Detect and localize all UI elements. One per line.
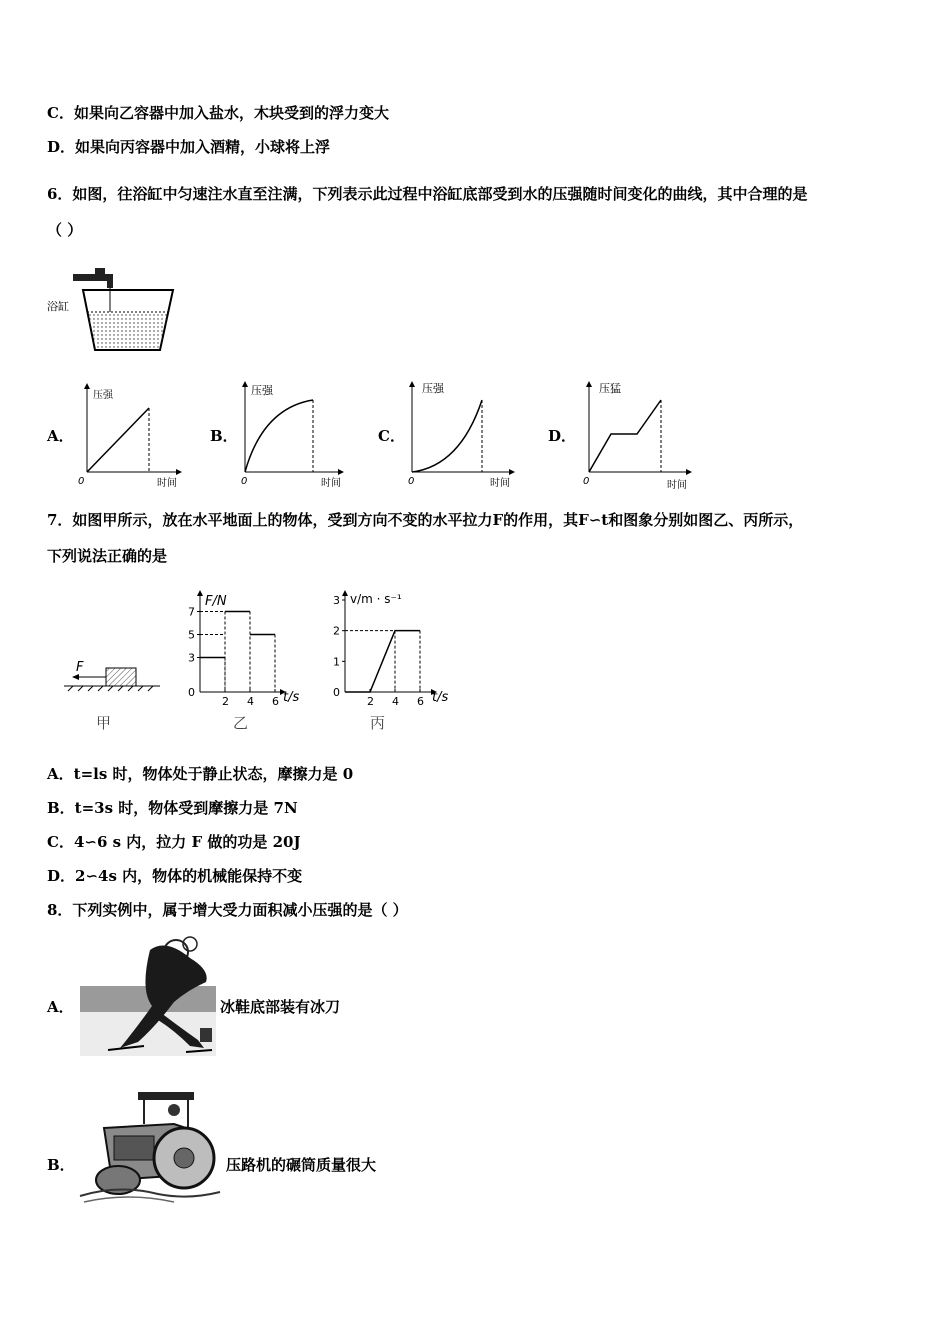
roller-canopy — [138, 1092, 194, 1100]
fig-yi-caption: 乙 — [233, 714, 249, 732]
tub-label: 浴缸 — [47, 300, 69, 313]
q6-stem: 6．如图，往浴缸中匀速注水直至注满，下列表示此过程中浴缸底部受到水的压强随时间变化的曲线，其中合理的是 — [47, 185, 808, 203]
fig-bing-caption: 丙 — [370, 714, 386, 732]
fig-jia — [60, 655, 170, 735]
q7-option-d: D．2∽4s 内，物体的机械能保持不变 — [47, 867, 303, 885]
graph-d-xlabel: 时间 — [667, 480, 687, 491]
yi-ytick-label: 3 — [188, 651, 195, 665]
fig-yi-chart — [185, 585, 310, 735]
bing-ytick-label: 2 — [333, 624, 340, 638]
faucet-handle — [95, 268, 105, 276]
graph-b-xlabel: 时间 — [321, 478, 341, 489]
q5-option-c: C．如果向乙容器中加入盐水，木块受到的浮力变大 — [47, 104, 389, 122]
graph-a-xlabel: 时间 — [157, 478, 177, 489]
graph-a-curve — [87, 408, 149, 472]
yi-xtick-label: 2 — [222, 695, 229, 708]
graph-d-ylabel: 压猛 — [599, 382, 621, 395]
graph-c-curve — [412, 400, 482, 472]
yi-xtick-label: 6 — [272, 695, 279, 708]
bathtub-figure — [45, 262, 185, 362]
fig-jia-caption: 甲 — [96, 714, 112, 732]
faucet-spout — [107, 276, 113, 288]
q7-stem-cont: 下列说法正确的是 — [47, 547, 168, 565]
q8-option-a-text: 冰鞋底部装有冰刀 — [220, 998, 341, 1016]
yi-xtick-label: 4 — [247, 695, 254, 708]
yi-ytick-label: 5 — [188, 628, 195, 642]
q8-option-a-label: A． — [47, 998, 74, 1016]
q7-option-c: C．4∽6 s 内，拉力 F 做的功是 20J — [47, 833, 301, 851]
q8-option-b-text: 压路机的碾筒质量很大 — [226, 1156, 377, 1174]
yi-ylabel: F/N — [205, 594, 227, 609]
graph-d — [577, 378, 697, 492]
graph-c — [400, 378, 520, 492]
bing-xlabel: t/s — [432, 690, 449, 705]
q6-option-d-label: D． — [548, 427, 577, 445]
graph-c-ylabel: 压强 — [422, 382, 444, 395]
fig-bing-chart — [330, 585, 460, 735]
bing-line — [345, 631, 420, 692]
graph-c-origin: 0 — [408, 476, 415, 487]
q8-option-b-label: B． — [47, 1156, 75, 1174]
bing-ylabel: v/m · s⁻¹ — [350, 592, 402, 606]
graph-a-origin: 0 — [78, 476, 85, 487]
graph-b-ylabel: 压强 — [251, 384, 273, 397]
q8-stem: 8．下列实例中，属于增大受力面积减小压强的是（ ） — [47, 901, 408, 919]
q7-option-b: B．t=3s 时，物体受到摩擦力是 7N — [47, 799, 298, 817]
q7-stem: 7．如图甲所示，放在水平地面上的物体，受到方向不变的水平拉力F的作用，其F∽t和图象分别如图乙、丙所示， — [47, 511, 804, 529]
bing-ytick-label: 1 — [333, 655, 340, 669]
q6-option-a-label: A． — [47, 427, 74, 445]
graph-a — [75, 378, 185, 492]
water-fill — [87, 312, 169, 349]
bing-xtick-label: 2 — [367, 695, 374, 708]
graph-b-curve — [245, 400, 313, 472]
force-label: F — [76, 660, 84, 675]
graph-d-origin: 0 — [583, 476, 590, 487]
q6-answer-bracket: （ ） — [47, 221, 83, 239]
q7-option-a: A．t=ls 时，物体处于静止状态，摩擦力是 0 — [47, 765, 354, 783]
bing-ytick-label: 3 — [333, 594, 340, 607]
q6-option-b-label: B． — [210, 427, 238, 445]
bing-xtick-label: 4 — [392, 695, 399, 708]
q5-option-d: D．如果向丙容器中加入酒精，小球将上浮 — [47, 138, 331, 156]
bing-ytick-label: 0 — [333, 686, 340, 699]
yi-ytick-label: 0 — [188, 686, 195, 699]
q6-option-c-label: C． — [378, 427, 405, 445]
graph-b — [233, 378, 348, 492]
bing-xtick-label: 6 — [417, 695, 424, 708]
road-roller-image — [78, 1088, 223, 1208]
yi-ytick-label: 7 — [188, 605, 195, 619]
skater-image — [78, 930, 218, 1058]
graph-b-origin: 0 — [241, 476, 248, 487]
block — [106, 668, 136, 686]
graph-a-ylabel: 压强 — [93, 390, 113, 401]
graph-c-xlabel: 时间 — [490, 478, 510, 489]
yi-xlabel: t/s — [283, 690, 300, 705]
graph-d-curve — [589, 400, 661, 472]
